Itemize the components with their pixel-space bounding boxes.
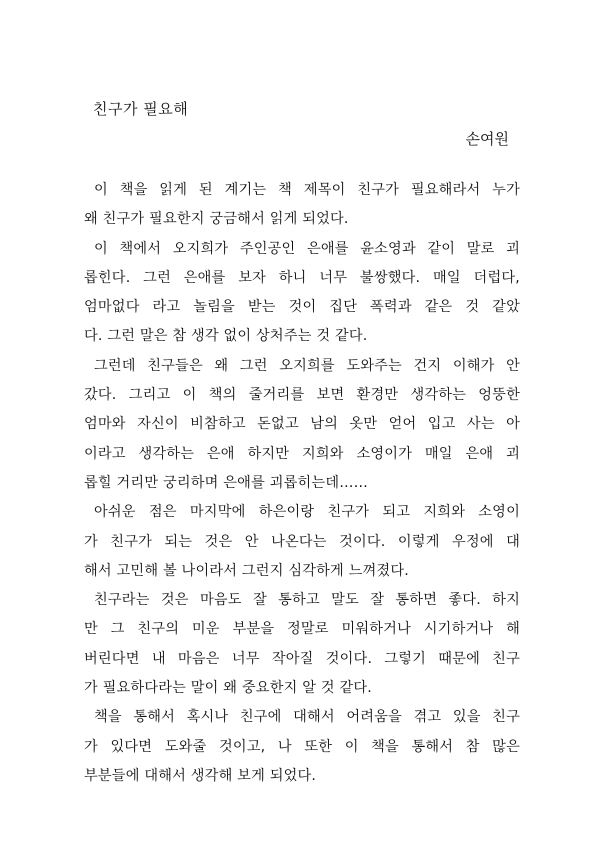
body-line: 해서 고민해 볼 나이라서 그런지 심각하게 느껴졌다. (84, 562, 409, 579)
body-line: 갔다. 그리고 이 책의 줄거리를 보면 환경만 생각하는 엉뚱한 (84, 387, 520, 404)
document-title: 친구가 필요해 (93, 100, 189, 118)
body-line: 롭힌다. 그런 은애를 보자 하니 너무 불쌍했다. 매일 더럽다, (84, 269, 520, 286)
body-line: 책을 통해서 혹시나 친구에 대해서 어려움을 겪고 있을 친구 (94, 709, 520, 726)
body-line: 버린다면 내 마음은 너무 작아질 것이다. 그렇기 때문에 친구 (84, 650, 520, 667)
document-author: 손여원 (465, 130, 509, 148)
body-line: 가 필요하다라는 말이 왜 중요한지 알 것 같다. (84, 680, 372, 697)
document-body (84, 176, 520, 791)
body-line: 그런데 친구들은 왜 그런 오지희를 도와주는 건지 이해가 안 (94, 357, 520, 374)
body-line: 다. 그런 말은 참 생각 없이 상처주는 것 같다. (84, 328, 368, 345)
body-line: 친구라는 것은 마음도 잘 통하고 말도 잘 통하면 좋다. 하지 (94, 592, 520, 609)
body-line: 엄마없다 라고 놀림을 받는 것이 집단 폭력과 같은 것 같았 (84, 299, 520, 316)
body-line: 만 그 친구의 미운 부분을 정말로 미워하거나 시기하거나 해 (84, 621, 520, 638)
body-line: 아쉬운 점은 마지막에 하은이랑 친구가 되고 지희와 소영이 (94, 504, 520, 521)
body-line: 이 책에서 오지희가 주인공인 은애를 윤소영과 같이 말로 괴 (94, 240, 520, 257)
body-line: 왜 친구가 필요한지 궁금해서 읽게 되었다. (84, 211, 349, 228)
body-line: 이 책을 읽게 된 계기는 책 제목이 친구가 필요해라서 누가 (94, 182, 520, 198)
body-line: 엄마와 자신이 비참하고 돈없고 남의 옷만 얻어 입고 사는 아 (84, 416, 520, 433)
body-line: 롭힐 거리만 궁리하며 은애를 괴롭히는데…… (84, 474, 369, 491)
body-line: 이라고 생각하는 은애 하지만 지희와 소영이가 매일 은애 괴 (84, 445, 520, 462)
body-line: 가 있다면 도와줄 것이고, 나 또한 이 책을 통해서 참 많은 (84, 738, 520, 755)
body-line: 부분들에 대해서 생각해 보게 되었다. (84, 767, 317, 784)
body-line: 가 친구가 되는 것은 안 나온다는 것이다. 이렇게 우정에 대 (84, 533, 520, 550)
